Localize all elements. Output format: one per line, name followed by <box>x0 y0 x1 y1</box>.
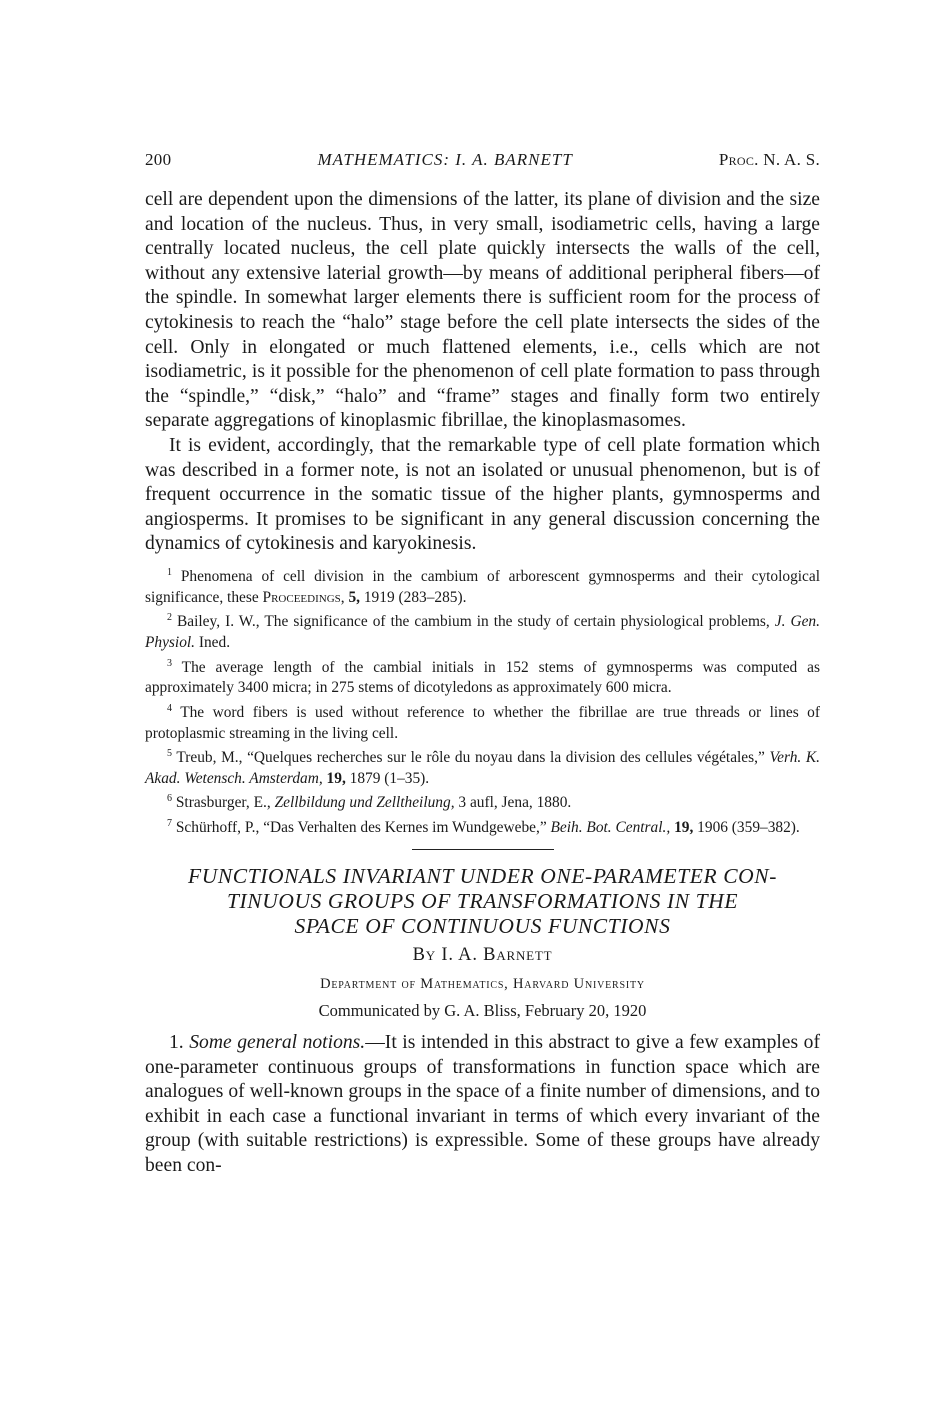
section-paragraph <box>145 1031 820 1179</box>
footnote-journal: Zellbildung und Zelltheilung, <box>274 794 455 812</box>
footnote-6 <box>145 789 820 814</box>
footnote-3 <box>145 654 820 699</box>
footnote-text: 1879 (1–35). <box>345 769 430 787</box>
page-number: 200 <box>145 150 172 169</box>
footnote-journal: J. Gen. Physiol. <box>145 613 820 651</box>
paragraph-conclusion: It is evident, accordingly, that the remarkable type of cell plate formation which was described in a former note, is not an isolated or unusual phenomenon, but is of frequent occurrence in the somatic tissue of the higher plants, gymnosperms and angiosperms. It promises to be significant in any general discussion concerning the dynamics of cytokinesis and karyokinesis. <box>145 434 820 555</box>
article-title <box>145 864 820 939</box>
footnote-journal: Proceedings <box>262 588 341 606</box>
communicated-line: Communicated by G. A. Bliss, February 20, 1920 <box>318 1000 647 1020</box>
footnote-text: Treub, M., “Quelques recherches sur le rôle du noyau dans la division des cellules végétales,” <box>176 749 770 767</box>
footnote-volume: 5, <box>348 588 361 606</box>
footnote-mark: 4 <box>167 702 172 714</box>
page <box>145 150 820 1178</box>
footnote-text: The word fibers is used without reference to whether the fibrillae are true threads or lines of protoplasmic streaming in the living cell. <box>145 703 820 742</box>
footnote-text: Ined. <box>195 633 231 651</box>
footnote-4 <box>145 699 820 744</box>
footnote-text: The average length of the cambial initials in 152 stems of gymnosperms was computed as approximately 3400 micra; in 275 stems of dicotyledons as approximately 600 micra. <box>145 658 820 697</box>
byline <box>145 945 820 966</box>
footnote-text: Strasburger, E., <box>175 794 275 812</box>
running-head <box>145 150 820 170</box>
section-number: 1. <box>169 1031 184 1053</box>
footnote-1 <box>145 563 820 608</box>
footnote-text: 1919 (283–285). <box>360 588 467 606</box>
footnotes <box>145 563 820 839</box>
footnote-volume: 19, <box>326 769 346 787</box>
footnote-journal: Beih. Bot. Central., <box>550 819 671 837</box>
footnote-text: Bailey, I. W., The significance of the cambium in the study of certain physiological problems, <box>177 613 775 631</box>
section-title: Some general notions. <box>189 1031 366 1053</box>
section-text: —It is intended in this abstract to give a few examples of one-parameter continuous groups of transformations in function space which are analogues of well-known groups in the space of a finite number of dimensions, and to exhibit in each case a functional invariant in terms of which every invariant of the group (with suitable restrictions) is expressible. Some of these groups have already been con- <box>145 1031 820 1176</box>
footnote-7 <box>145 814 820 839</box>
footnote-mark: 3 <box>167 657 172 669</box>
author-name: I. A. Barnett <box>441 944 553 965</box>
by-label: By <box>412 944 436 965</box>
footnote-volume: 19, <box>674 819 694 837</box>
journal-name: Proc. N. A. S. <box>718 150 820 169</box>
author-affiliation: Department of Mathematics, Harvard University <box>320 975 645 992</box>
footnote-mark: 5 <box>167 748 172 760</box>
footnote-mark: 1 <box>167 566 172 578</box>
paragraph-continued: cell are dependent upon the dimensions of the latter, its plane of division and the size and location of the nucleus. Thus, in very small, isodiametric cells, having a large centrally located nucleus, the cell plate quickly intersects the walls of the cell, without any extensive laterial growth—by means of additional peripheral fibers—of the spindle. In somewhat larger elements there is sufficient room for the process of cytokinesis to reach the “halo” stage before the cell plate intersects the sides of the cell. Only in elongated or much flattened elements, i.e., cells which are not isodiametric, is it possible for the phenomenon of cell plate formation to pass through the “spindle,” “disk,” “halo” and “frame” stages and finally form two entirely separate aggregations of kinoplasmic fibrillae, the kinoplasmasomes. <box>145 189 820 432</box>
footnote-text: 3 aufl, Jena, 1880. <box>454 794 572 812</box>
article-title-line: FUNCTIONALS INVARIANT UNDER ONE-PARAMETER CON- <box>188 863 777 888</box>
footnote-mark: 2 <box>167 612 172 624</box>
article-title-line: SPACE OF CONTINUOUS FUNCTIONS <box>294 913 671 938</box>
footnote-2 <box>145 608 820 653</box>
running-title: MATHEMATICS: I. A. BARNETT <box>317 150 573 169</box>
footnote-text: , <box>340 588 349 606</box>
footnote-journal: Verh. K. Akad. Wetensch. Amsterdam, <box>145 749 820 787</box>
footnote-text: 1906 (359–382). <box>693 819 800 837</box>
footnote-text: Phenomena of cell division in the cambium of arborescent gymnosperms and their cytological significance, these <box>145 568 820 606</box>
footnote-mark: 6 <box>167 793 172 805</box>
footnote-5 <box>145 744 820 789</box>
section-divider <box>412 849 554 850</box>
footnote-text: Schürhoff, P., “Das Verhalten des Kernes im Wundgewebe,” <box>175 819 551 837</box>
article-title-line: TINUOUS GROUPS OF TRANSFORMATIONS IN THE <box>226 888 739 913</box>
footnote-mark: 7 <box>167 818 172 830</box>
